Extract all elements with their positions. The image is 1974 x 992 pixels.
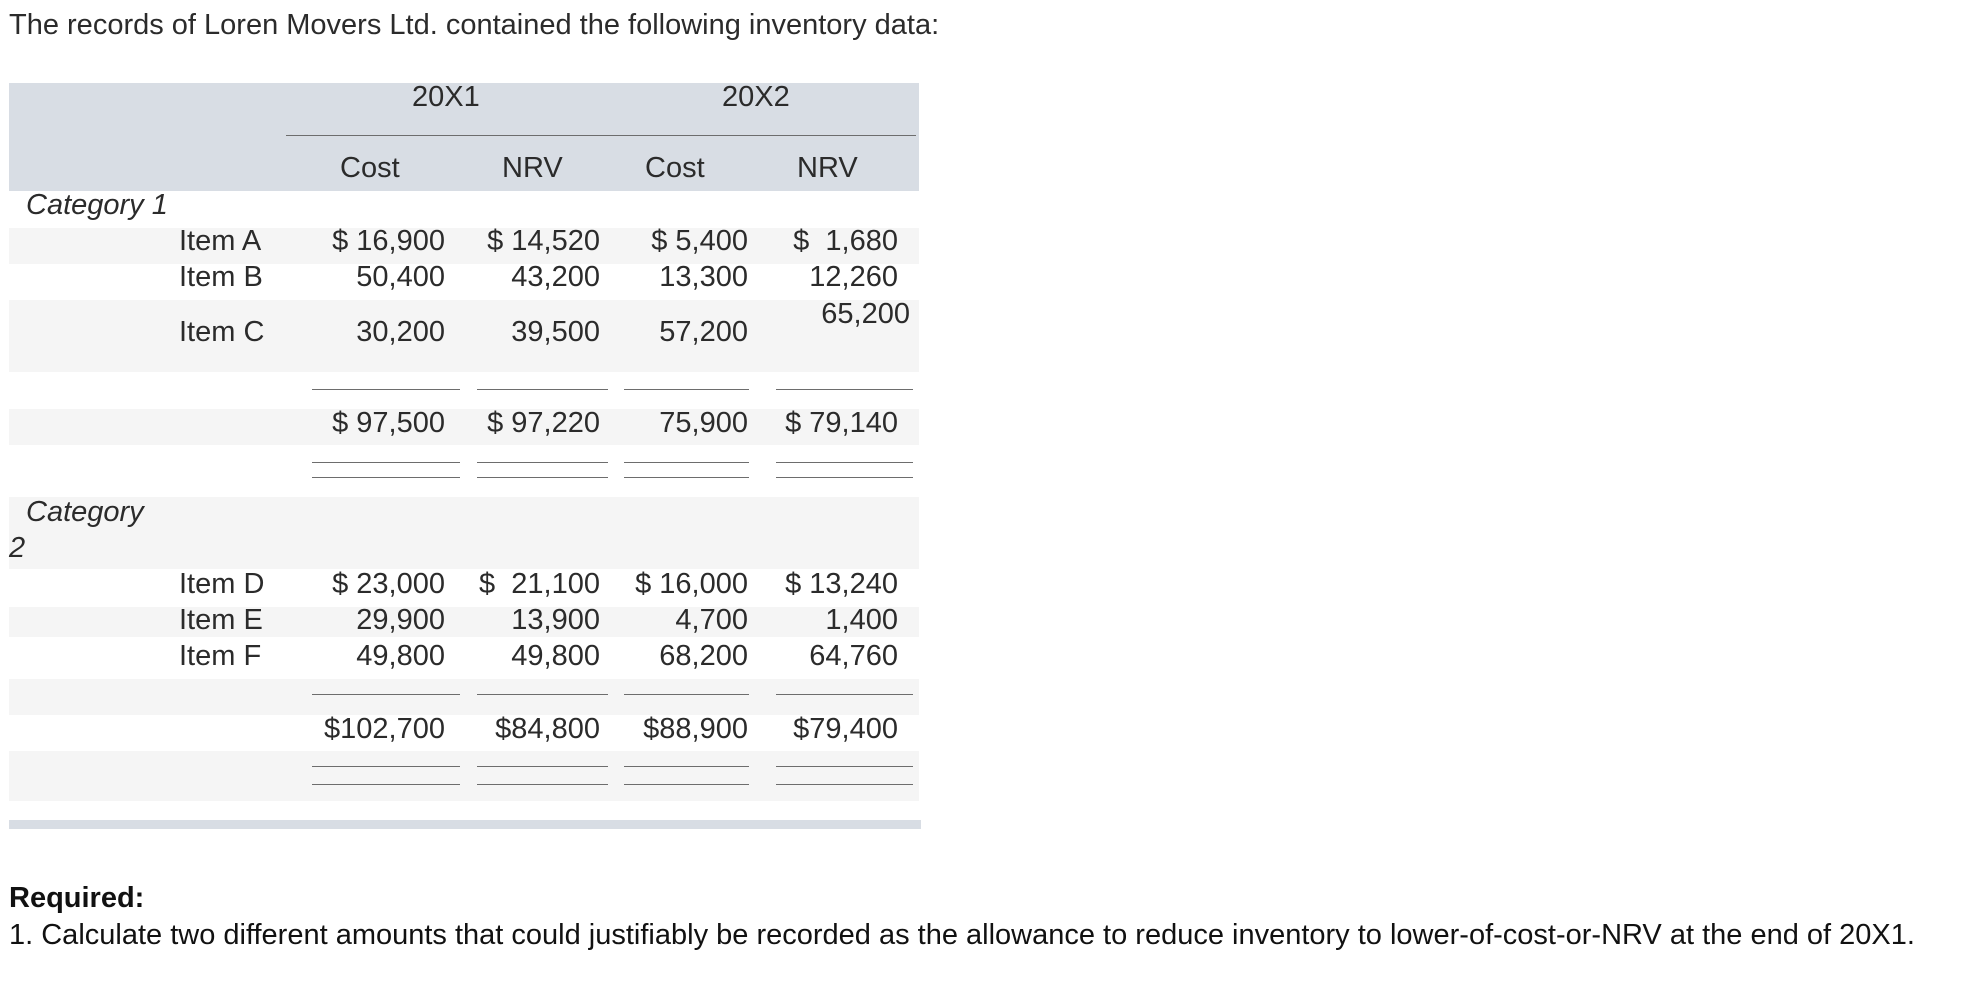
subtotal-rule [477,694,608,695]
double-rule [477,766,608,767]
table-cell: 49,800 [356,640,445,672]
table-cell: 29,900 [356,604,445,636]
double-rule [312,462,460,463]
total-cell: $ 79,140 [785,407,898,439]
table-cell: $ 21,100 [479,568,600,600]
double-rule [776,784,913,785]
double-rule [477,784,608,785]
required-heading: Required: [9,882,145,914]
item-label: Item D [179,568,265,600]
table-cell: 68,200 [659,640,748,672]
column-header: Cost [645,152,705,184]
item-label: Item E [179,604,263,636]
category-label: Category 1 [26,189,168,221]
item-label: Item C [179,316,265,348]
double-rule [312,784,460,785]
subtotal-rule [624,389,749,390]
table-bottom-bar [9,820,921,829]
double-rule [776,462,913,463]
double-rule [776,766,913,767]
table-cell: 12,260 [809,261,898,293]
column-header: NRV [502,152,563,184]
intro-text: The records of Loren Movers Ltd. contained the following inventory data: [9,9,940,41]
year-header: 20X2 [722,81,790,113]
total-cell: 75,900 [659,407,748,439]
row-band [9,679,919,715]
table-cell: 57,200 [659,316,748,348]
table-cell: 64,760 [809,640,898,672]
double-rule [312,766,460,767]
year-header: 20X1 [412,81,480,113]
double-rule [776,477,913,478]
item-label: Item F [179,640,262,672]
table-cell: 13,300 [659,261,748,293]
row-band [9,751,919,801]
double-rule [312,477,460,478]
table-cell: 4,700 [675,604,748,636]
category-label: Category [26,496,144,528]
total-cell: $79,400 [793,713,898,745]
total-cell: $88,900 [643,713,748,745]
table-cell: $ 23,000 [332,568,445,600]
column-header: Cost [340,152,400,184]
total-cell: $ 97,220 [487,407,600,439]
subtotal-rule [776,389,913,390]
table-cell: $ 5,400 [651,225,748,257]
item-label: Item B [179,261,263,293]
required-text: 1. Calculate two different amounts that could justifiably be recorded as the allowance to reduce inventory to lower-of-cost-or-NRV at the end of 20X1. [9,919,1915,951]
double-rule [477,477,608,478]
double-rule [624,784,749,785]
table-cell: 13,900 [511,604,600,636]
table-cell: 39,500 [511,316,600,348]
subtotal-rule [312,389,460,390]
table-cell: 1,400 [825,604,898,636]
column-header: NRV [797,152,858,184]
double-rule [477,462,608,463]
table-cell: $ 16,900 [332,225,445,257]
subtotal-rule [312,694,460,695]
total-cell: $102,700 [324,713,445,745]
double-rule [624,477,749,478]
double-rule [624,462,749,463]
table-cell: 50,400 [356,261,445,293]
subtotal-rule [477,389,608,390]
item-label: Item A [179,225,262,257]
table-cell: 30,200 [356,316,445,348]
total-cell: $ 97,500 [332,407,445,439]
double-rule [624,766,749,767]
table-cell: $ 16,000 [635,568,748,600]
table-cell: $ 1,680 [793,225,898,257]
subtotal-rule [624,694,749,695]
row-band [9,497,919,569]
table-cell: 43,200 [511,261,600,293]
table-cell: 65,200 [821,298,910,330]
table-cell: $ 13,240 [785,568,898,600]
subtotal-rule [776,694,913,695]
total-cell: $84,800 [495,713,600,745]
table-cell: 49,800 [511,640,600,672]
category-label: 2 [9,532,26,564]
header-divider [286,135,916,136]
table-cell: $ 14,520 [487,225,600,257]
